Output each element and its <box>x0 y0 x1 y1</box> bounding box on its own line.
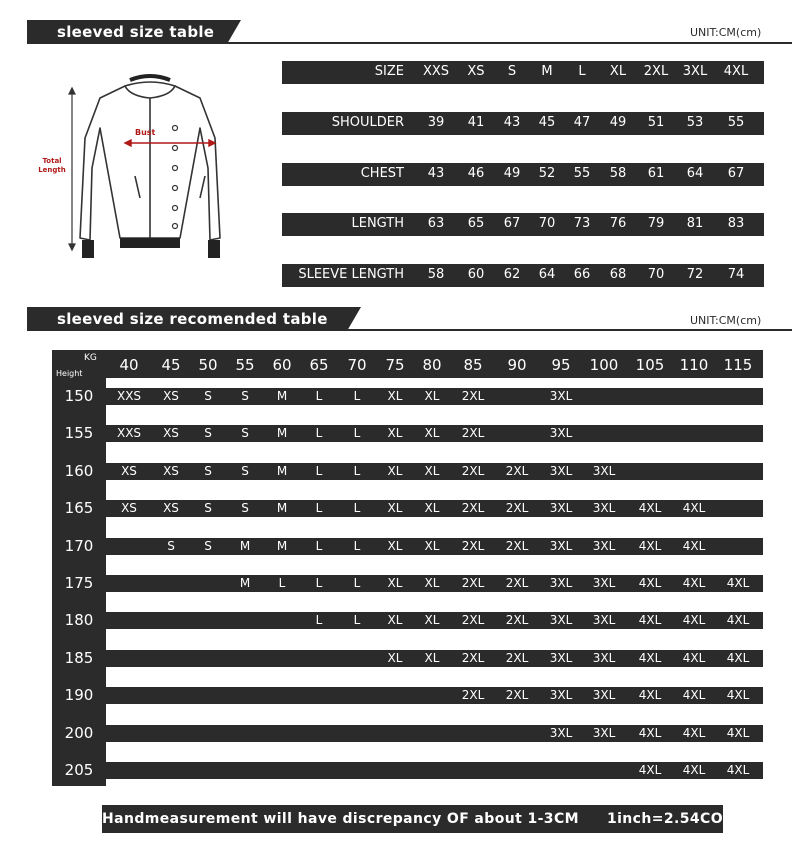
recommend-size-cell: XL <box>387 426 403 440</box>
bust-label: Bust <box>135 128 156 137</box>
height-cell: 160 <box>64 462 94 480</box>
recommend-size-cell: M <box>276 464 288 478</box>
size-value-cell: 64 <box>538 267 556 282</box>
size-value-cell: 41 <box>467 115 485 130</box>
recommend-size-cell: XS <box>121 501 137 515</box>
recommend-size-cell: 3XL <box>592 651 616 665</box>
recommend-size-cell: 2XL <box>505 539 529 553</box>
recommend-table-unit: UNIT:CM(cm) <box>690 314 762 327</box>
recommend-size-cell: 4XL <box>726 688 750 702</box>
recommend-size-cell: 3XL <box>549 389 573 403</box>
size-value-cell: 67 <box>503 216 521 231</box>
size-value-cell: 73 <box>573 216 591 231</box>
size-value-cell: 70 <box>538 216 556 231</box>
recommend-size-cell: S <box>204 426 212 440</box>
recommend-size-cell: XL <box>387 613 403 627</box>
recommend-size-cell: 2XL <box>505 501 529 515</box>
weight-header-cell: 40 <box>119 356 139 374</box>
weight-header-cell: 75 <box>385 356 405 374</box>
size-value-cell: 62 <box>503 267 521 282</box>
weight-header-cell: 85 <box>463 356 483 374</box>
recommend-size-cell: XL <box>424 464 440 478</box>
recommend-size-cell: XL <box>387 576 403 590</box>
recommend-size-cell: 4XL <box>638 501 662 515</box>
recommend-size-cell: 3XL <box>549 726 573 740</box>
recommend-size-cell: L <box>353 389 361 403</box>
recommend-size-cell: 3XL <box>549 651 573 665</box>
recommend-size-cell: 4XL <box>638 651 662 665</box>
size-header-cell: M <box>541 64 553 79</box>
weight-header-cell: 50 <box>198 356 218 374</box>
size-header-cell: XXS <box>422 64 450 79</box>
recommend-size-cell: 4XL <box>726 576 750 590</box>
recommend-size-cell: 2XL <box>461 613 485 627</box>
recommend-size-cell: 3XL <box>592 464 616 478</box>
recommend-size-cell: S <box>241 389 249 403</box>
size-value-cell: 67 <box>727 166 745 181</box>
size-table-row-label: SLEEVE LENGTH <box>298 267 404 282</box>
size-value-cell: 53 <box>686 115 704 130</box>
recommend-size-cell: 2XL <box>505 688 529 702</box>
size-value-cell: 70 <box>647 267 665 282</box>
size-header-cell: XS <box>467 64 485 79</box>
size-value-cell: 39 <box>427 115 445 130</box>
recommend-size-cell: M <box>276 539 288 553</box>
recommend-size-cell: 3XL <box>549 464 573 478</box>
weight-header-cell: 100 <box>589 356 619 374</box>
recommend-size-cell: XXS <box>116 389 142 403</box>
recommend-size-cell: XL <box>424 539 440 553</box>
recommend-size-cell: L <box>315 613 323 627</box>
total-label: Total <box>42 157 62 165</box>
recommend-size-cell: 4XL <box>638 726 662 740</box>
recommend-size-cell: XS <box>163 464 179 478</box>
size-value-cell: 65 <box>467 216 485 231</box>
recommend-size-cell: 4XL <box>726 763 750 777</box>
recommend-size-cell: XS <box>163 389 179 403</box>
weight-header-cell: 45 <box>161 356 181 374</box>
size-value-cell: 43 <box>503 115 521 130</box>
recommend-size-cell: S <box>241 464 249 478</box>
size-value-cell: 51 <box>647 115 665 130</box>
recommend-size-cell: S <box>241 501 249 515</box>
recommend-size-cell: XL <box>387 539 403 553</box>
recommend-size-cell: S <box>204 539 212 553</box>
size-value-cell: 52 <box>538 166 556 181</box>
size-table-unit: UNIT:CM(cm) <box>690 26 762 39</box>
recommend-size-cell: L <box>315 501 323 515</box>
kg-label: KG <box>84 353 97 363</box>
weight-header-cell: 55 <box>235 356 255 374</box>
size-value-cell: 76 <box>609 216 627 231</box>
recommend-size-cell: 4XL <box>682 763 706 777</box>
recommend-size-cell: XS <box>163 426 179 440</box>
recommend-size-cell: 4XL <box>726 726 750 740</box>
recommend-size-cell: L <box>353 501 361 515</box>
recommend-size-cell: L <box>315 576 323 590</box>
recommend-size-cell: 4XL <box>726 613 750 627</box>
weight-header-cell: 80 <box>422 356 442 374</box>
height-cell: 185 <box>64 649 94 667</box>
inch-conversion: 1inch=2.54COM <box>606 811 738 827</box>
height-cell: 190 <box>64 686 94 704</box>
recommend-size-cell: S <box>204 501 212 515</box>
height-label: Height <box>56 369 83 378</box>
size-value-cell: 81 <box>686 216 704 231</box>
recommend-size-cell: 3XL <box>592 688 616 702</box>
size-value-cell: 47 <box>573 115 591 130</box>
recommend-size-cell: L <box>315 426 323 440</box>
recommend-size-cell: L <box>315 389 323 403</box>
recommend-table-title: sleeved size recomended table <box>27 307 347 331</box>
size-value-cell: 45 <box>538 115 556 130</box>
recommend-size-cell: L <box>278 576 286 590</box>
size-value-cell: 60 <box>467 267 485 282</box>
recommend-size-cell: L <box>353 576 361 590</box>
recommend-size-cell: M <box>239 539 251 553</box>
recommend-size-cell: 4XL <box>682 613 706 627</box>
size-value-cell: 83 <box>727 216 745 231</box>
recommend-size-cell: 3XL <box>592 501 616 515</box>
recommend-size-cell: XL <box>387 501 403 515</box>
height-cell: 150 <box>64 387 94 405</box>
recommend-size-cell: 3XL <box>592 613 616 627</box>
recommend-size-cell: M <box>276 426 288 440</box>
size-value-cell: 58 <box>609 166 627 181</box>
recommend-size-cell: S <box>204 389 212 403</box>
recommend-size-cell: XL <box>387 464 403 478</box>
recommend-size-cell: XL <box>424 501 440 515</box>
weight-header-cell: 70 <box>347 356 367 374</box>
recommend-size-cell: S <box>241 426 249 440</box>
recommend-size-cell: L <box>315 539 323 553</box>
size-table-title: sleeved size table <box>27 20 227 44</box>
size-value-cell: 49 <box>609 115 627 130</box>
recommend-size-cell: 3XL <box>549 426 573 440</box>
recommend-size-cell: L <box>353 613 361 627</box>
recommend-size-cell: XL <box>387 651 403 665</box>
discrepancy-note: Handmeasurement will have discrepancy OF about 1-3CM <box>102 811 579 827</box>
recommend-size-cell: 4XL <box>682 576 706 590</box>
size-header-cell: 4XL <box>723 64 749 79</box>
size-header-cell: L <box>578 64 586 79</box>
recommend-size-cell: M <box>276 389 288 403</box>
recommend-size-cell: XL <box>387 389 403 403</box>
size-value-cell: 61 <box>647 166 665 181</box>
height-cell: 155 <box>64 424 94 442</box>
recommend-size-cell: XXS <box>116 426 142 440</box>
size-table-row-label: LENGTH <box>351 216 404 231</box>
recommend-size-cell: XS <box>163 501 179 515</box>
recommend-size-cell: 2XL <box>505 613 529 627</box>
size-value-cell: 63 <box>427 216 445 231</box>
size-table-rule <box>27 42 792 44</box>
recommend-size-cell: 3XL <box>592 539 616 553</box>
size-value-cell: 55 <box>573 166 591 181</box>
recommend-size-cell: 2XL <box>461 651 485 665</box>
weight-header-cell: 105 <box>635 356 665 374</box>
size-value-cell: 55 <box>727 115 745 130</box>
recommend-size-cell: 2XL <box>505 576 529 590</box>
height-cell: 180 <box>64 611 94 629</box>
weight-header-cell: 90 <box>507 356 527 374</box>
recommend-size-cell: 2XL <box>461 389 485 403</box>
size-header-cell: 2XL <box>643 64 669 79</box>
size-value-cell: 79 <box>647 216 665 231</box>
recommend-size-cell: 3XL <box>592 726 616 740</box>
height-cell: 170 <box>64 537 94 555</box>
size-header-cell: XL <box>609 64 627 79</box>
size-value-cell: 64 <box>686 166 704 181</box>
recommend-size-cell: S <box>204 464 212 478</box>
size-value-cell: 68 <box>609 267 627 282</box>
recommend-size-cell: 4XL <box>638 539 662 553</box>
recommend-size-cell: 3XL <box>549 688 573 702</box>
weight-header-cell: 65 <box>309 356 329 374</box>
weight-header-cell: 60 <box>272 356 292 374</box>
recommend-size-cell: 3XL <box>549 501 573 515</box>
recommend-size-cell: L <box>353 464 361 478</box>
recommend-size-cell: 2XL <box>461 688 485 702</box>
total-length-label <box>32 157 72 175</box>
weight-header-cell: 95 <box>551 356 571 374</box>
recommend-size-cell: 2XL <box>505 464 529 478</box>
height-cell: 205 <box>64 761 94 779</box>
recommend-size-cell: 2XL <box>461 501 485 515</box>
recommend-size-cell: 2XL <box>461 426 485 440</box>
recommend-size-cell: L <box>353 426 361 440</box>
footer-note-bar <box>102 805 738 833</box>
recommend-size-cell: 3XL <box>549 613 573 627</box>
recommend-size-cell: 4XL <box>638 688 662 702</box>
recommend-size-cell: XL <box>424 426 440 440</box>
recommend-size-cell: M <box>276 501 288 515</box>
weight-header-cell: 115 <box>723 356 753 374</box>
recommend-size-cell: XL <box>424 576 440 590</box>
recommend-size-cell: XL <box>424 613 440 627</box>
recommend-size-cell: 4XL <box>682 539 706 553</box>
recommend-size-cell: 4XL <box>682 726 706 740</box>
recommend-size-cell: 4XL <box>682 688 706 702</box>
recommend-size-cell: 3XL <box>549 576 573 590</box>
recommend-size-cell: 4XL <box>682 651 706 665</box>
recommend-size-cell: 2XL <box>461 464 485 478</box>
recommend-size-cell: 3XL <box>592 576 616 590</box>
size-header-cell: S <box>507 64 517 79</box>
recommend-size-cell: 2XL <box>461 539 485 553</box>
size-value-cell: 49 <box>503 166 521 181</box>
size-value-cell: 74 <box>727 267 745 282</box>
recommend-size-cell: S <box>167 539 175 553</box>
recommend-size-cell: 4XL <box>638 576 662 590</box>
recommend-size-cell: 2XL <box>461 576 485 590</box>
recommend-size-cell: 3XL <box>549 539 573 553</box>
size-value-cell: 58 <box>427 267 445 282</box>
recommend-size-cell: 4XL <box>682 501 706 515</box>
height-cell: 175 <box>64 574 94 592</box>
size-header-cell: 3XL <box>682 64 708 79</box>
recommend-size-cell: 4XL <box>638 763 662 777</box>
recommend-size-cell: XL <box>424 389 440 403</box>
recommend-size-cell: 4XL <box>726 651 750 665</box>
length-label: Length <box>38 166 66 174</box>
height-cell: 165 <box>64 499 94 517</box>
recommend-size-cell: XS <box>121 464 137 478</box>
size-table-row-label: SHOULDER <box>331 115 404 130</box>
recommend-size-cell: M <box>239 576 251 590</box>
height-cell: 200 <box>64 724 94 742</box>
recommend-size-cell: L <box>315 464 323 478</box>
size-value-cell: 66 <box>573 267 591 282</box>
recommend-size-cell: L <box>353 539 361 553</box>
height-column-bg <box>52 350 106 786</box>
weight-header-cell: 110 <box>679 356 709 374</box>
recommend-table-rule <box>27 329 792 331</box>
size-value-cell: 46 <box>467 166 485 181</box>
recommend-size-cell: 2XL <box>505 651 529 665</box>
size-table-row-label: SIZE <box>374 64 404 79</box>
size-table-row-label: CHEST <box>360 166 404 181</box>
size-value-cell: 43 <box>427 166 445 181</box>
recommend-size-cell: XL <box>424 651 440 665</box>
size-value-cell: 72 <box>686 267 704 282</box>
recommend-size-cell: 4XL <box>638 613 662 627</box>
